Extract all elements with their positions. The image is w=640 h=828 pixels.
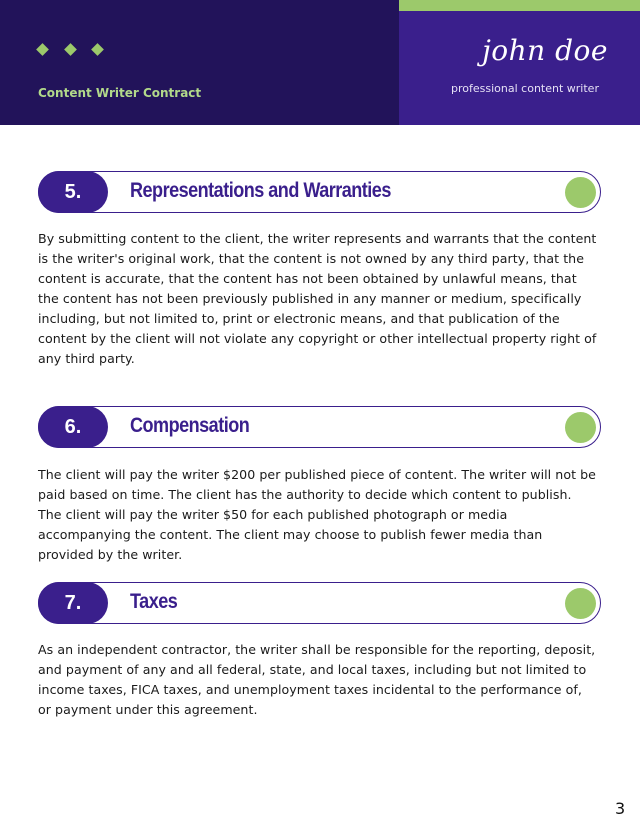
header-accent-strip [399,0,640,11]
section-header-7 [38,582,601,624]
section-title: Taxes [130,590,178,613]
document-title: Content Writer Contract [38,86,202,100]
section-body: By submitting content to the client, the writer represents and warrants that the content is the writer's original work, that the content is not owned by any third party, that the content is accurate, that the content has not been obtained by unlawful means, that the content has not been previously published in any manner or medium, specifically including, but not limited to, print or electronic means, and that publication of the content by the client will not violate any copyright or other intellectual property right of any third party. [38,231,597,366]
page-number: 3 [615,799,626,818]
section-body: As an independent contractor, the writer shall be responsible for the reporting, deposit, and payment of any and all federal, state, and local taxes, including but not limited to income taxes, FICA taxes, and unemployment taxes incidental to the performance of, or payment under this agreement. [38,642,596,717]
section-number: 6. [38,406,108,448]
section-title: Compensation [130,414,250,437]
circle-icon [565,412,596,443]
header-banner [0,0,399,125]
section-number: 7. [38,582,108,624]
section-header-6 [38,406,601,448]
circle-icon [565,588,596,619]
author-signature: john doe [482,34,608,67]
author-role: professional content writer [451,82,599,95]
section-title: Representations and Warranties [130,179,391,202]
section-header-5 [38,171,601,213]
section-body: The client will pay the writer $200 per published piece of content. The writer will not be paid based on time. The client has the authority to decide which content to publish. The client will pay the writer $50 for each published photograph or media accompanying the content. The client may choose to publish fewer media than provided by the writer. [38,467,596,562]
section-number: 5. [38,171,108,213]
circle-icon [565,177,596,208]
